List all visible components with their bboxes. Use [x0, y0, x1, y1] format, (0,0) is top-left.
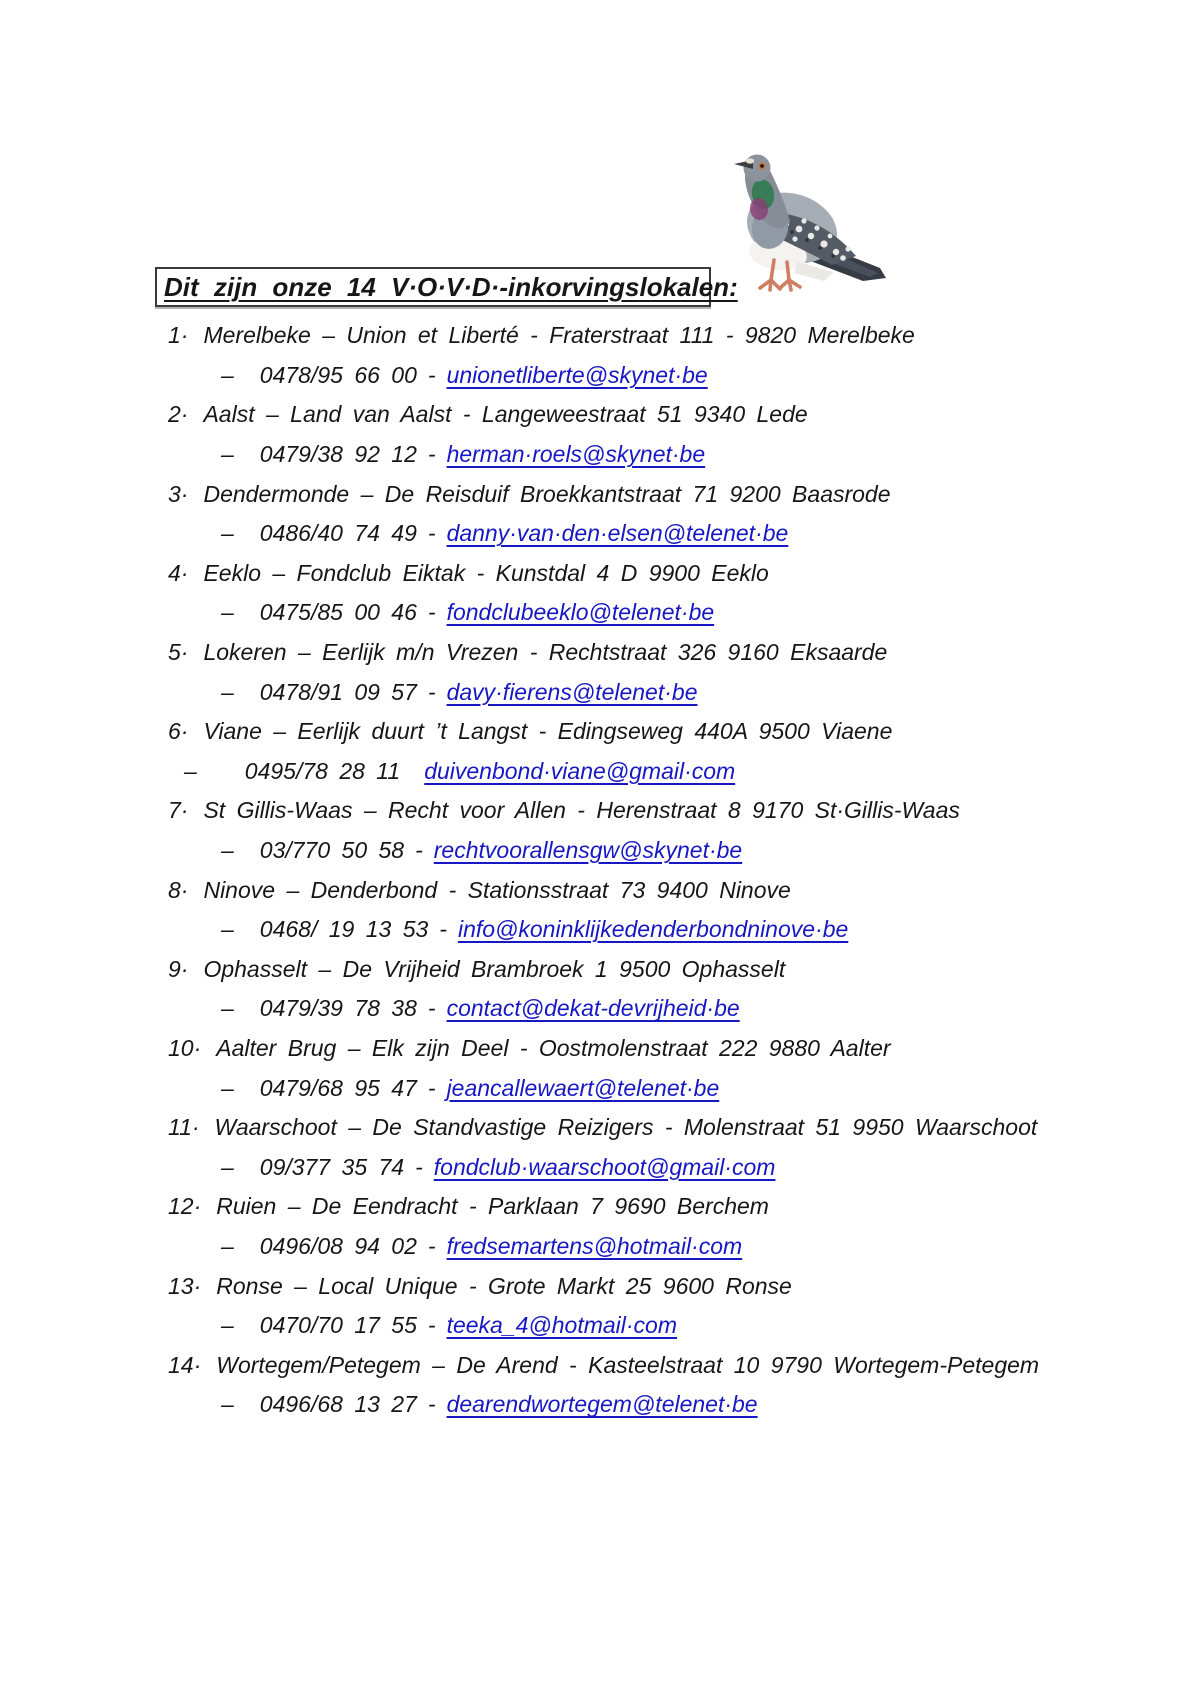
club-number: 13· [168, 1272, 202, 1299]
club-contact-line [168, 752, 1039, 792]
club-email-link[interactable]: fondclubeeklo@telenet·be [446, 599, 715, 626]
contact-dash: – [221, 1312, 234, 1339]
club-contact-line [168, 1147, 1039, 1187]
club-name-line [168, 791, 1039, 831]
contact-dash: – [221, 995, 234, 1022]
club-item [168, 791, 1039, 870]
club-contact-line [168, 989, 1039, 1029]
club-phone: 0479/39 78 38 [259, 995, 417, 1022]
club-number: 11· [168, 1114, 200, 1141]
club-number: 1· [168, 322, 189, 349]
contact-dash: – [221, 1232, 234, 1259]
club-item [168, 474, 1039, 553]
club-name-line [168, 633, 1039, 673]
pigeon-icon [712, 144, 894, 296]
contact-separator: - [427, 1391, 436, 1418]
club-number: 4· [168, 559, 189, 586]
club-name-line [168, 1345, 1039, 1385]
club-phone: 0475/85 00 46 [259, 599, 417, 626]
contact-dash: – [221, 361, 234, 388]
club-phone: 0479/38 92 12 [259, 441, 417, 468]
contact-separator: - [415, 1153, 423, 1180]
club-name: Ophasselt – De Vrijheid Brambroek 1 9500 Ophasselt [203, 955, 786, 982]
club-phone: 09/377 35 74 [259, 1153, 405, 1180]
club-name-line [168, 316, 1039, 356]
club-name: St Gillis-Waas – Recht voor Allen - Herenstraat 8 9170 St·Gillis-Waas [203, 797, 960, 824]
club-email-link[interactable]: fredsemartens@hotmail·com [446, 1232, 743, 1259]
club-number: 10· [168, 1034, 202, 1061]
contact-dash: – [221, 1391, 234, 1418]
club-name: Aalter Brug – Elk zijn Deel - Oostmolenstraat 222 9880 Aalter [216, 1034, 891, 1061]
club-name: Ruien – De Eendracht - Parklaan 7 9690 Berchem [216, 1193, 769, 1220]
club-email-link[interactable]: jeancallewaert@telenet·be [446, 1074, 720, 1101]
contact-dash: – [221, 1074, 234, 1101]
page-title: Dit zijn onze 14 V·O·V·D·-inkorvingslokalen: [164, 271, 738, 302]
club-contact-line [168, 910, 1039, 950]
club-email-link[interactable]: dearendwortegem@telenet·be [446, 1391, 758, 1418]
club-email-link[interactable]: duivenbond·viane@gmail·com [424, 757, 736, 784]
club-contact-line [168, 593, 1039, 633]
club-item [168, 1266, 1039, 1345]
club-number: 12· [168, 1193, 202, 1220]
club-email-link[interactable]: herman·roels@skynet·be [446, 441, 706, 468]
club-contact-line [168, 1068, 1039, 1108]
club-email-link[interactable]: contact@dekat-devrijheid·be [446, 995, 740, 1022]
contact-separator: - [427, 361, 436, 388]
club-phone: 0479/68 95 47 [259, 1074, 417, 1101]
club-item [168, 712, 1039, 791]
club-name: Aalst – Land van Aalst - Langeweestraat 51 9340 Lede [203, 401, 808, 428]
contact-separator: - [427, 995, 436, 1022]
club-phone: 0496/68 13 27 [259, 1391, 417, 1418]
contact-dash: – [221, 520, 234, 547]
club-name-line [168, 712, 1039, 752]
contact-separator: - [427, 1074, 436, 1101]
club-name-line [168, 1266, 1039, 1306]
club-name: Ninove – Denderbond - Stationsstraat 73 9400 Ninove [203, 876, 791, 903]
contact-separator: - [427, 1232, 436, 1259]
club-phone: 0486/40 74 49 [259, 520, 417, 547]
club-name-line [168, 950, 1039, 990]
contact-separator: - [427, 678, 436, 705]
club-email-link[interactable]: unionetliberte@skynet·be [446, 361, 708, 388]
club-item [168, 633, 1039, 712]
club-name: Waarschoot – De Standvastige Reizigers - Molenstraat 51 9950 Waarschoot [214, 1114, 1038, 1141]
club-contact-line [168, 514, 1039, 554]
club-contact-line [168, 1306, 1039, 1346]
club-email-link[interactable]: danny·van·den·elsen@telenet·be [446, 520, 789, 547]
club-phone: 0478/91 09 57 [259, 678, 417, 705]
club-contact-line [168, 1385, 1039, 1425]
club-name-line [168, 1029, 1039, 1069]
club-list [168, 316, 1039, 1425]
club-item [168, 1029, 1039, 1108]
club-number: 5· [168, 639, 189, 666]
club-email-link[interactable]: teeka_4@hotmail·com [446, 1312, 678, 1339]
contact-separator: - [415, 837, 423, 864]
club-phone: 0495/78 28 11 [244, 757, 401, 784]
contact-dash: – [221, 1153, 234, 1180]
club-name: Merelbeke – Union et Liberté - Fraterstraat 111 - 9820 Merelbeke [203, 322, 915, 349]
club-name: Ronse – Local Unique - Grote Markt 25 9600 Ronse [216, 1272, 792, 1299]
club-number: 2· [168, 401, 189, 428]
club-number: 8· [168, 876, 189, 903]
club-item [168, 316, 1039, 395]
club-item [168, 1108, 1039, 1187]
club-phone: 0468/ 19 13 53 [259, 916, 429, 943]
club-phone: 0478/95 66 00 [259, 361, 417, 388]
club-name-line [168, 1108, 1039, 1148]
club-name-line [168, 474, 1039, 514]
club-name: Viane – Eerlijk duurt ’t Langst - Edingseweg 440A 9500 Viaene [203, 718, 893, 745]
club-contact-line [168, 435, 1039, 475]
contact-separator: - [427, 1312, 436, 1339]
club-name: Wortegem/Petegem – De Arend - Kasteelstraat 10 9790 Wortegem-Petegem [216, 1351, 1040, 1378]
club-email-link[interactable]: info@koninklijkedenderbondninove·be [457, 916, 849, 943]
club-item [168, 870, 1039, 949]
club-name-line [168, 870, 1039, 910]
club-item [168, 950, 1039, 1029]
club-item [168, 1187, 1039, 1266]
contact-separator: - [427, 599, 436, 626]
club-item [168, 395, 1039, 474]
club-contact-line [168, 672, 1039, 712]
contact-dash: – [184, 757, 197, 784]
club-number: 6· [168, 718, 189, 745]
club-item [168, 554, 1039, 633]
contact-dash: – [221, 678, 234, 705]
contact-separator: - [439, 916, 447, 943]
club-name: Dendermonde – De Reisduif Broekkantstraat 71 9200 Baasrode [203, 480, 891, 507]
club-contact-line [168, 1227, 1039, 1267]
contact-separator: - [427, 441, 436, 468]
club-number: 7· [168, 797, 189, 824]
club-name: Eeklo – Fondclub Eiktak - Kunstdal 4 D 9900 Eeklo [203, 559, 769, 586]
club-name-line [168, 395, 1039, 435]
club-contact-line [168, 356, 1039, 396]
club-email-link[interactable]: davy·fierens@telenet·be [446, 678, 698, 705]
club-item [168, 1345, 1039, 1424]
club-number: 9· [168, 955, 189, 982]
club-phone: 0470/70 17 55 [259, 1312, 417, 1339]
club-contact-line [168, 831, 1039, 871]
club-phone: 03/770 50 58 [259, 837, 405, 864]
contact-dash: – [221, 837, 234, 864]
club-number: 3· [168, 480, 189, 507]
contact-dash: – [221, 441, 234, 468]
club-name-line [168, 1187, 1039, 1227]
club-email-link[interactable]: rechtvoorallensgw@skynet·be [433, 837, 743, 864]
club-number: 14· [168, 1351, 202, 1378]
club-phone: 0496/08 94 02 [259, 1232, 417, 1259]
title-box [155, 267, 738, 307]
club-email-link[interactable]: fondclub·waarschoot@gmail·com [433, 1153, 776, 1180]
contact-dash: – [221, 599, 234, 626]
contact-separator: - [427, 520, 436, 547]
club-name-line [168, 554, 1039, 594]
contact-dash: – [221, 916, 234, 943]
club-name: Lokeren – Eerlijk m/n Vrezen - Rechtstraat 326 9160 Eksaarde [203, 639, 888, 666]
